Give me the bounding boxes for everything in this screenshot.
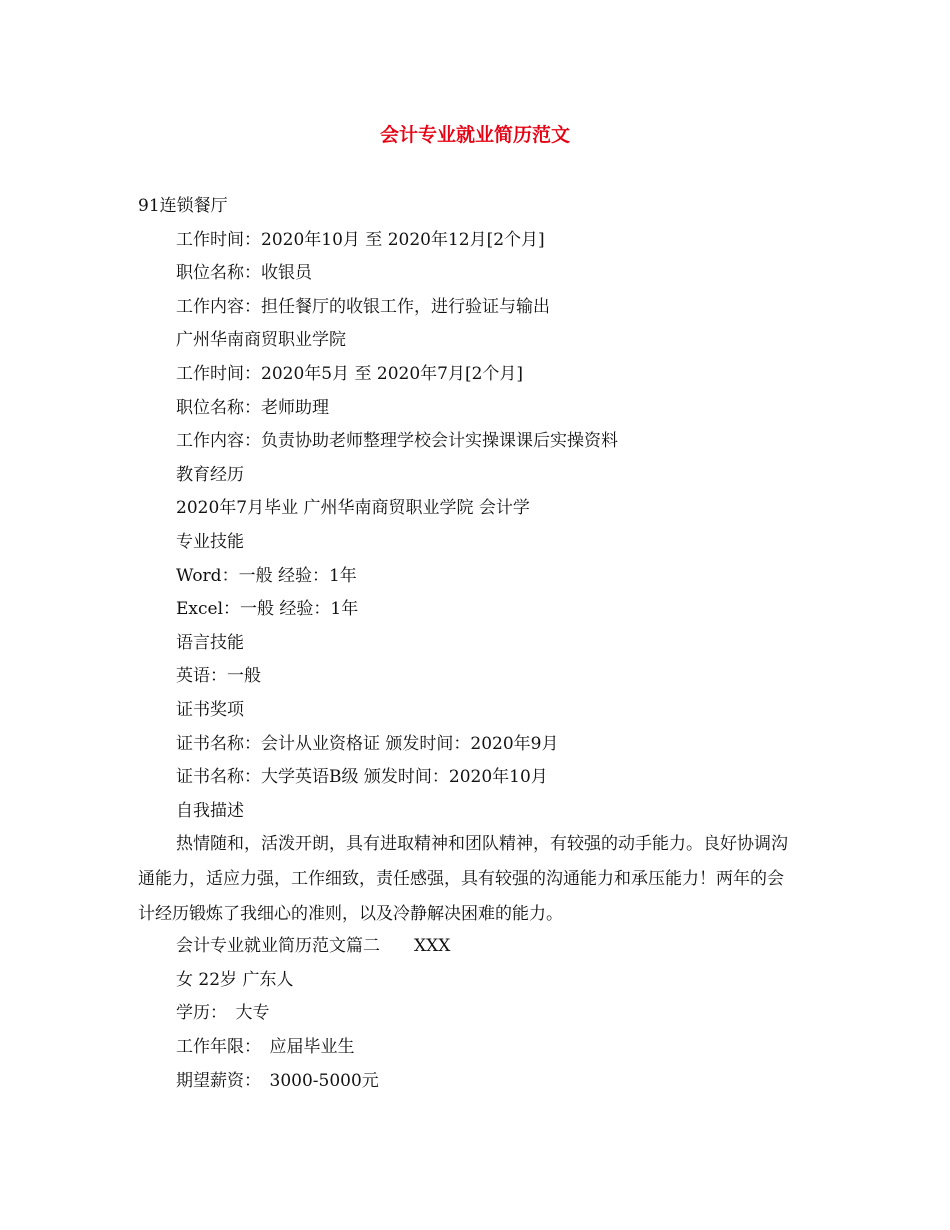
text-line: 证书名称：会计从业资格证 颁发时间：2020年9月 bbox=[176, 733, 559, 754]
section-heading: 自我描述 bbox=[176, 800, 244, 821]
company-name: 91连锁餐厅 bbox=[138, 196, 228, 216]
text-line: 证书名称：大学英语B级 颁发时间：2020年10月 bbox=[176, 767, 548, 788]
section-heading: 教育经历 bbox=[176, 464, 244, 485]
text-line: 工作时间：2020年10月 至 2020年12月[2个月] bbox=[176, 229, 545, 250]
page-title: 会计专业就业简历范文 bbox=[379, 124, 570, 146]
section-heading: 语言技能 bbox=[176, 632, 244, 653]
text-line: 工作内容：负责协助老师整理学校会计实操课课后实操资料 bbox=[176, 431, 618, 452]
text-line: 学历： 大专 bbox=[176, 1003, 270, 1024]
resume-heading: 会计专业就业简历范文篇二 XXX bbox=[176, 936, 451, 957]
text-line: 工作年限： 应届毕业生 bbox=[176, 1037, 355, 1058]
section-heading: 专业技能 bbox=[176, 531, 244, 552]
text-line: 英语：一般 bbox=[176, 666, 261, 687]
section-heading: 证书奖项 bbox=[176, 699, 244, 720]
text-line: 期望薪资： 3000-5000元 bbox=[176, 1070, 379, 1091]
text-line: 工作内容：担任餐厅的收银工作，进行验证与输出 bbox=[176, 296, 550, 317]
document-body bbox=[0, 193, 950, 1101]
text-line: 职位名称：老师助理 bbox=[176, 397, 329, 418]
self-description-paragraph: 热情随和，活泼开朗，具有进取精神和团队精神，有较强的动手能力。良好协调沟通能力，适应力强，工作细致，责任感强，具有较强的沟通能力和承压能力！两年的会计经历锻炼了我细心的准则，以及冷静解决困难的能力。 bbox=[138, 834, 788, 925]
text-line: Excel：一般 经验：1年 bbox=[176, 599, 359, 620]
text-line: 广州华南商贸职业学院 bbox=[176, 330, 346, 351]
text-line: 工作时间：2020年5月 至 2020年7月[2个月] bbox=[176, 363, 524, 384]
text-line: 女 22岁 广东人 bbox=[176, 969, 294, 990]
text-line: 2020年7月毕业 广州华南商贸职业学院 会计学 bbox=[176, 498, 530, 519]
text-line: 职位名称：收银员 bbox=[176, 263, 312, 284]
text-line: Word：一般 经验：1年 bbox=[176, 565, 357, 586]
